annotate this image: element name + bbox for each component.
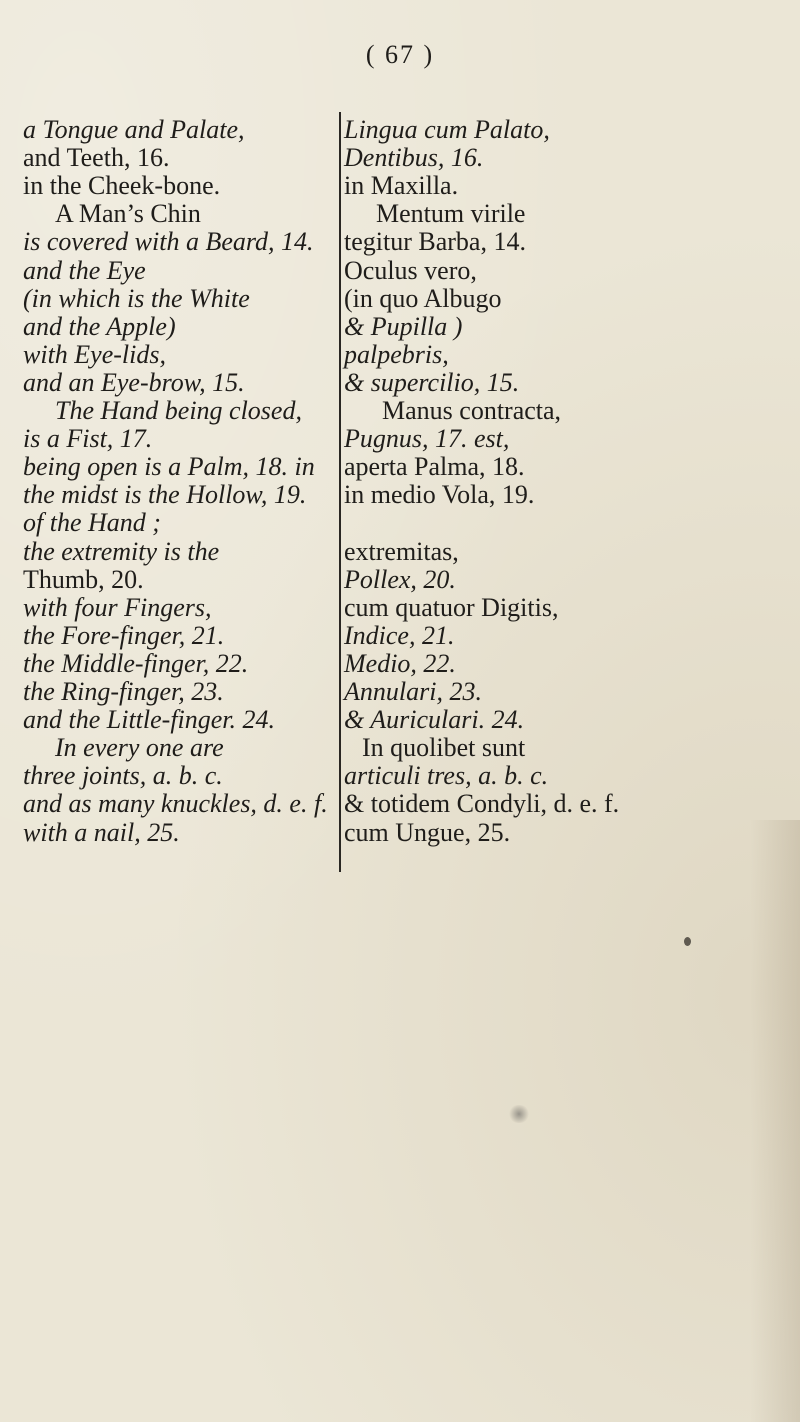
english-line: is a Fist, 17. <box>23 424 153 454</box>
english-line: the Ring-finger, 23. <box>23 677 224 706</box>
latin-line: Dentibus, 16. <box>344 143 484 173</box>
page-number: ( 67 ) <box>365 40 435 69</box>
ink-speck <box>684 937 691 946</box>
english-line: and an Eye-brow, 15. <box>23 367 245 397</box>
english-line: A Man’s Chin <box>55 199 201 229</box>
english-line: the Middle-finger, 22. <box>23 648 249 678</box>
latin-line: Lingua cum Palato, <box>344 115 550 144</box>
latin-line: in medio Vola, 19. <box>344 480 535 510</box>
latin-line: in Maxilla. <box>344 171 459 201</box>
english-line: Thumb, 20. <box>23 564 144 594</box>
page-edge-shadow <box>750 820 800 1422</box>
latin-line: Mentum virile <box>376 199 526 229</box>
latin-line: cum quatuor Digitis, <box>344 592 559 622</box>
english-line: the Fore-finger, 21. <box>23 620 225 650</box>
latin-line: Indice, 21. <box>344 620 455 650</box>
latin-line: Pollex, 20. <box>344 564 456 594</box>
latin-line: In quolibet sunt <box>362 733 526 763</box>
english-line: with Eye-lids, <box>23 339 166 369</box>
english-line: of the Hand ; <box>23 508 161 538</box>
english-line: the midst is the Hollow, 19. <box>23 480 307 510</box>
english-line: and the Little-finger. 24. <box>23 705 276 735</box>
english-line: and Teeth, 16. <box>23 143 170 173</box>
english-line: a Tongue and Palate, <box>23 115 245 144</box>
latin-line: & totidem Condyli, d. e. f. <box>344 789 620 819</box>
latin-line: Pugnus, 17. est, <box>344 424 510 454</box>
latin-line: cum Ungue, 25. <box>344 817 511 847</box>
english-line: In every one are <box>55 733 224 763</box>
english-line: and the Apple) <box>23 311 176 341</box>
latin-line: & Auriculari. 24. <box>344 705 525 735</box>
english-line: with a nail, 25. <box>23 817 180 847</box>
english-line: in the Cheek-bone. <box>23 171 221 201</box>
latin-line: articuli tres, a. b. c. <box>344 761 549 791</box>
column-divider <box>339 112 341 872</box>
english-line: with four Fingers, <box>23 592 212 622</box>
latin-line: & supercilio, 15. <box>344 367 520 397</box>
english-line: The Hand being closed, <box>55 396 302 425</box>
latin-line: palpebris, <box>344 339 449 369</box>
latin-line: & Pupilla ) <box>344 311 463 341</box>
english-line: the extremity is the <box>23 536 220 566</box>
latin-line: extremitas, <box>344 536 459 566</box>
english-line: being open is a Palm, 18. in <box>23 452 315 482</box>
ink-blot <box>508 1105 530 1123</box>
latin-line: (in quo Albugo <box>344 283 502 313</box>
english-line: is covered with a Beard, 14. <box>23 227 314 257</box>
latin-line: Oculus vero, <box>344 255 477 285</box>
latin-line: tegitur Barba, 14. <box>344 227 526 257</box>
latin-line: Manus contracta, <box>382 396 562 425</box>
latin-line: aperta Palma, 18. <box>344 452 525 482</box>
english-line: (in which is the White <box>23 283 250 313</box>
english-line: three joints, a. b. c. <box>23 761 223 791</box>
english-line: and as many knuckles, d. e. f. <box>23 789 328 819</box>
latin-line: Medio, 22. <box>344 648 456 678</box>
latin-line: Annulari, 23. <box>344 677 482 706</box>
english-line: and the Eye <box>23 255 146 285</box>
